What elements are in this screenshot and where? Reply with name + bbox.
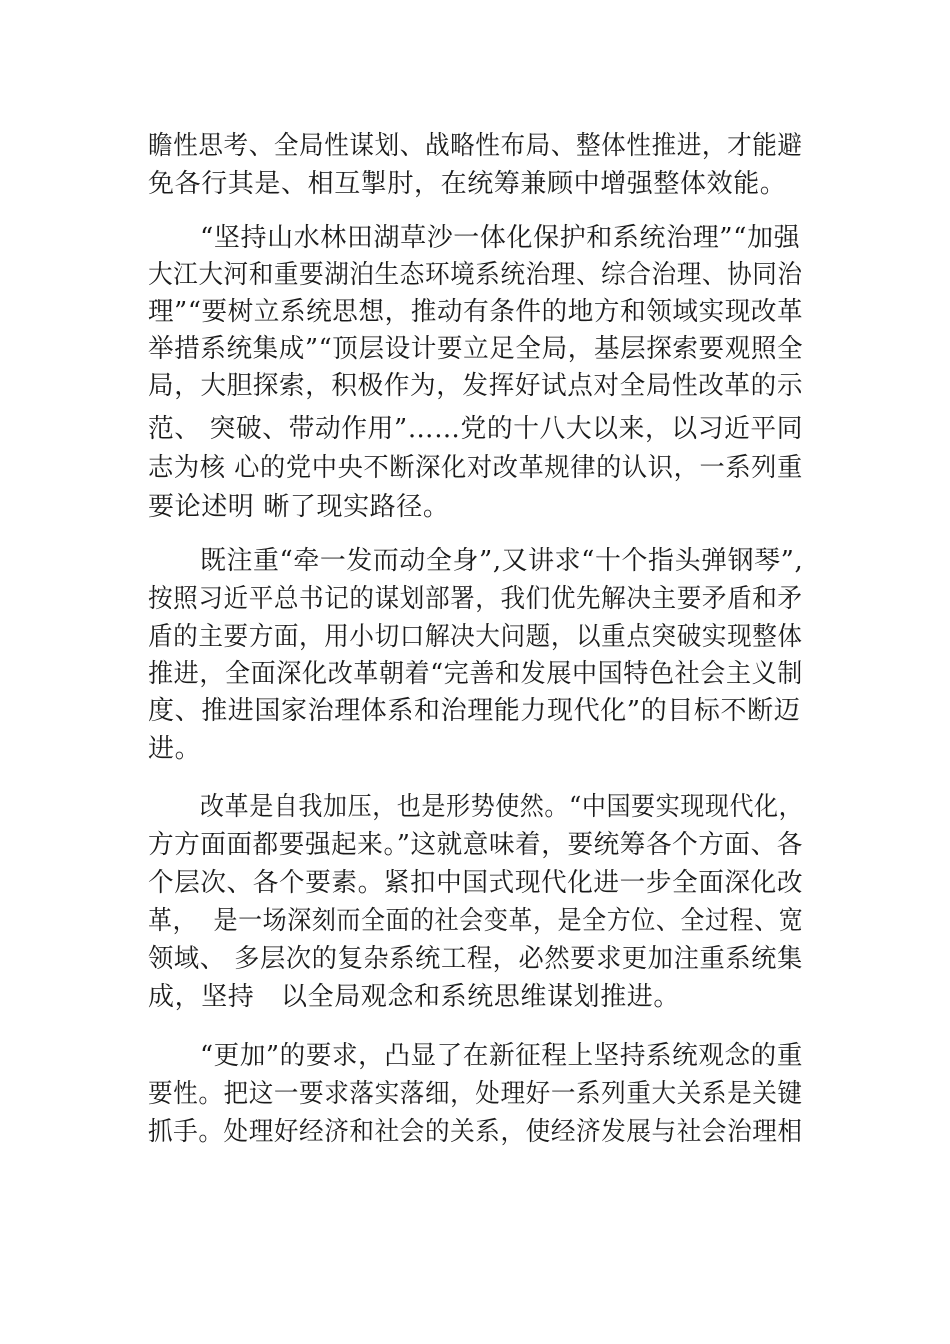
text-line: 按照习近平总书记的谋划部署，我们优先解决主要矛盾和矛 — [148, 584, 803, 614]
text-line: 要性。把这一要求落实落细，处理好一系列重大关系是关键 — [148, 1079, 803, 1109]
text-line: 抓手。处理好经济和社会的关系，使经济发展与社会治理相 — [148, 1117, 803, 1147]
text-line: 范、 突破、带动作用”……党的十八大以来，以习近平同 — [148, 414, 804, 444]
text-line: 既注重“牵一发而动全身”,又讲求“十个指头弹钢琴”, — [200, 546, 804, 576]
text-line: 盾的主要方面，用小切口解决大问题，以重点突破实现整体 — [148, 622, 803, 652]
text-line: 免各行其是、相互掣肘，在统筹兼顾中增强整体效能。 — [148, 169, 787, 199]
text-line: 理”“要树立系统思想，推动有条件的地方和领域实现改革 — [148, 297, 804, 327]
text-line: “坚持山水林田湖草沙一体化保护和系统治理”“加强 — [200, 223, 801, 253]
text-line: 度、推进国家治理体系和治理能力现代化”的目标不断迈 — [148, 696, 801, 726]
text-line: 要论述明 晰了现实路径。 — [148, 492, 450, 522]
text-line: 改革是自我加压，也是形势使然。“中国要实现现代化， — [200, 792, 804, 822]
text-line: 志为核 心的党中央不断深化对改革规律的认识，一系列重 — [148, 453, 803, 483]
text-line: “更加”的要求，凸显了在新征程上坚持系统观念的重 — [200, 1041, 804, 1071]
text-line: 推进，全面深化改革朝着“完善和发展中国特色社会主义制 — [148, 659, 803, 689]
text-line: 个层次、各个要素。紧扣中国式现代化进一步全面深化改 — [148, 868, 804, 898]
text-line: 革， 是一场深刻而全面的社会变革，是全方位、全过程、宽 — [148, 906, 804, 936]
text-line: 领域、 多层次的复杂系统工程，必然要求更加注重系统集 — [148, 944, 803, 974]
text-line: 大江大河和重要湖泊生态环境系统治理、综合治理、协同治 — [148, 260, 803, 290]
text-line: 瞻性思考、全局性谋划、战略性布局、整体性推进，才能避 — [148, 131, 803, 161]
text-line: 举措系统集成”“顶层设计要立足全局，基层探索要观照全 — [148, 334, 804, 364]
text-line: 局，大胆探索，积极作为，发挥好试点对全局性改革的示 — [148, 371, 804, 401]
text-line: 进。 — [148, 734, 202, 764]
text-line: 方方面面都要强起来。”这就意味着，要统筹各个方面、各 — [148, 830, 803, 860]
text-line: 成，坚持 以全局观念和系统思维谋划推进。 — [148, 982, 680, 1012]
